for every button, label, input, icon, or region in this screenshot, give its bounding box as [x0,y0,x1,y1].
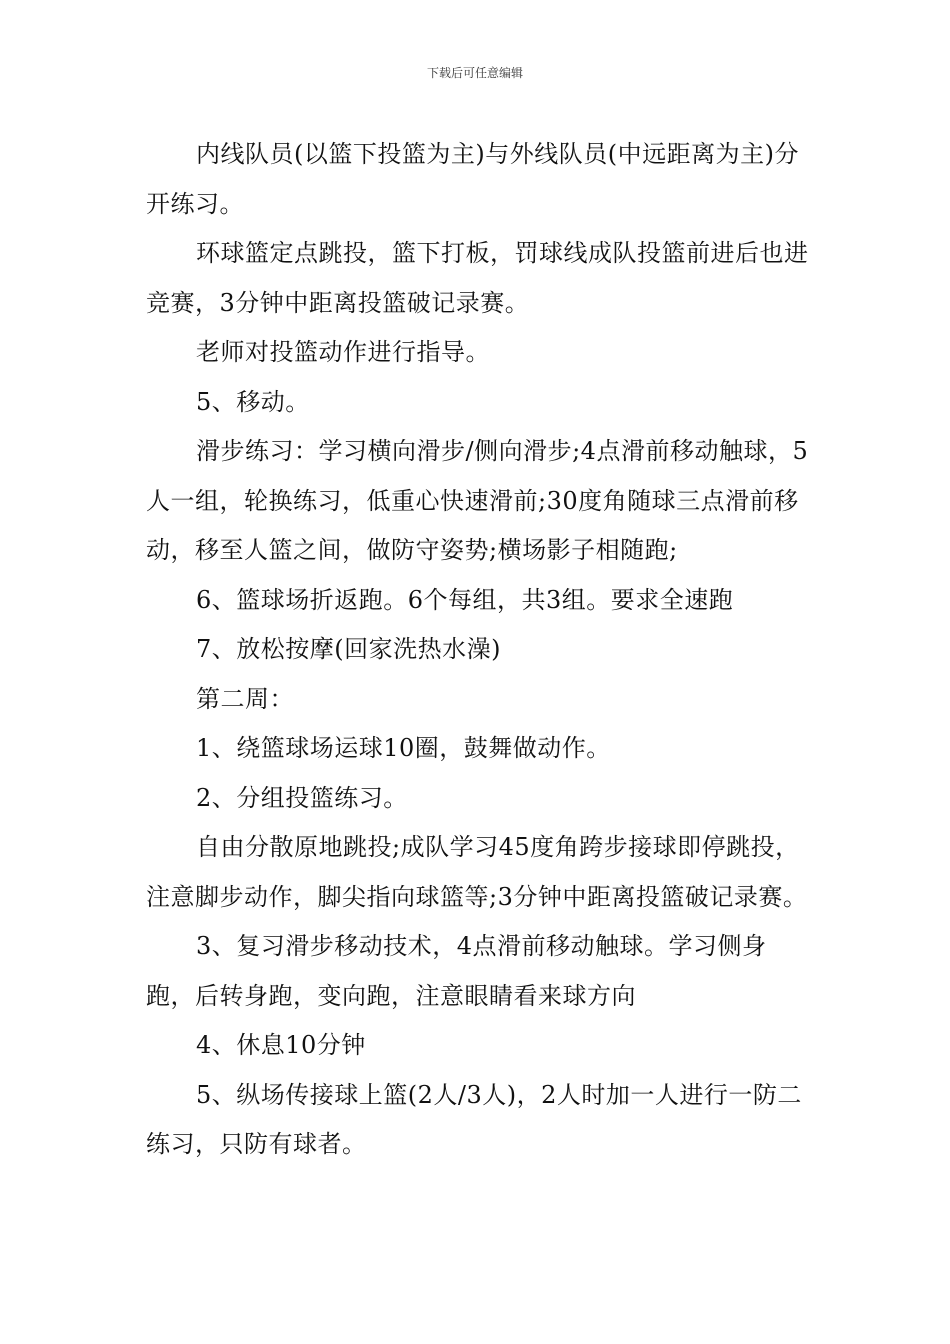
paragraph: 6、篮球场折返跑。6个每组，共3组。要求全速跑 [196,585,734,614]
paragraph: 内线队员(以篮下投篮为主)与外线队员(中远距离为主)分开练习。 [146,140,799,218]
paragraph: 3、复习滑步移动技术，4点滑前移动触球。学习侧身跑，后转身跑，变向跑，注意眼睛看来球方向 [146,932,767,1010]
paragraph: 自由分散原地跳投;成队学习45度角跨步接球即停跳投，注意脚步动作，脚尖指向球篮等;3分钟中距离投篮破记录赛。 [146,833,808,911]
paragraph: 2、分组投篮练习。 [196,783,408,812]
paragraph: 滑步练习：学习横向滑步/侧向滑步;4点滑前移动触球，5人一组，轮换练习，低重心快速滑前;30度角随球三点滑前移动，移至人篮之间，做防守姿势;横场影子相随跑; [146,437,809,564]
document-body [146,130,811,1170]
paragraph: 5、移动。 [196,387,310,416]
paragraph: 7、放松按摩(回家洗热水澡) [196,635,501,663]
paragraph: 老师对投篮动作进行指导。 [196,338,490,366]
paragraph: 1、绕篮球场运球10圈，鼓舞做动作。 [196,734,611,762]
page-header-note: 下载后可任意编辑 [426,66,523,80]
paragraph: 4、休息10分钟 [196,1031,366,1059]
paragraph: 5、纵场传接球上篮(2人/3人)，2人时加一人进行一防二练习，只防有球者。 [146,1080,802,1158]
paragraph: 第二周： [196,684,294,713]
paragraph: 环球篮定点跳投，篮下打板，罚球线成队投篮前进后也进竞赛，3分钟中距离投篮破记录赛。 [146,239,809,317]
